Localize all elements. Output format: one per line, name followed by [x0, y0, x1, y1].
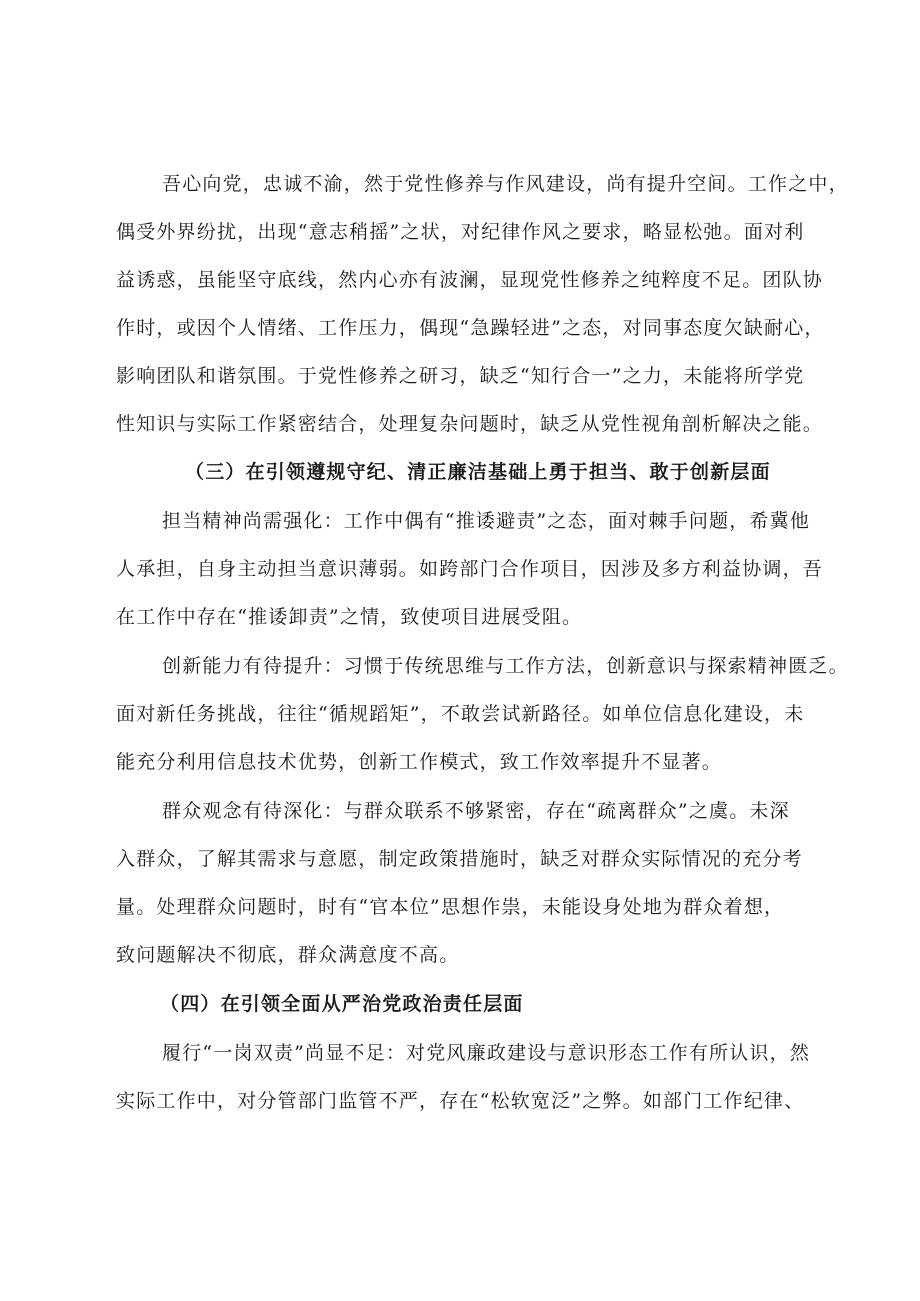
paragraph-5-line-1: 履行“一岗双责”尚显不足：对党风廉政建设与意识形态工作有所认识，然 — [162, 1042, 811, 1064]
section-heading-3: （三）在引领遵规守纪、清正廉洁基础上勇于担当、敢于创新层面 — [185, 461, 771, 483]
paragraph-3-line-3: 能充分利用信息技术优势，创新工作模式，致工作效率提升不显著。 — [116, 751, 723, 773]
paragraph-2-line-1: 担当精神尚需强化：工作中偶有“推诿避责”之态，面对棘手问题，希冀他 — [162, 510, 811, 532]
section-heading-4: （四）在引领全面从严治党政治责任层面 — [160, 993, 524, 1015]
paragraph-1-line-2: 偶受外界纷扰，出现“意志稍摇”之状，对纪律作风之要求，略显松弛。面对利 — [116, 221, 805, 243]
paragraph-1-line-4: 作时，或因个人情绪、工作压力，偶现“急躁轻进”之态，对同事态度欠缺耐心， — [116, 317, 825, 339]
paragraph-4-line-1: 群众观念有待深化：与群众联系不够紧密，存在“疏离群众”之虞。未深 — [162, 800, 790, 822]
paragraph-3-line-1: 创新能力有待提升：习惯于传统思维与工作方法，创新意识与探索精神匮乏。 — [162, 655, 849, 677]
paragraph-1-line-3: 益诱惑，虽能坚守底线，然内心亦有波澜，显现党性修养之纯粹度不足。团队协 — [116, 269, 824, 291]
paragraph-4-line-2: 入群众，了解其需求与意愿，制定政策措施时，缺乏对群众实际情况的充分考 — [116, 848, 803, 870]
paragraph-1-line-6: 性知识与实际工作紧密结合，处理复杂问题时，缺乏从党性视角剖析解决之能。 — [116, 413, 824, 435]
paragraph-3-line-2: 面对新任务挑战，往往“循规蹈矩”，不敢尝试新路径。如单位信息化建设，未 — [116, 703, 805, 725]
paragraph-1-line-1: 吾心向党，忠诚不渝，然于党性修养与作风建设，尚有提升空间。工作之中， — [162, 173, 849, 195]
paragraph-1-line-5: 影响团队和谐氛围。于党性修养之研习，缺乏“知行合一”之力，未能将所学党 — [116, 365, 805, 387]
paragraph-5-line-2: 实际工作中，对分管部门监管不严，存在“松软宽泛”之弊。如部门工作纪律、 — [116, 1090, 805, 1112]
paragraph-2-line-3: 在工作中存在“推诿卸责”之情，致使项目进展受阻。 — [116, 606, 583, 628]
paragraph-4-line-3: 量。处理群众问题时，时有“官本位”思想作祟，未能设身处地为群众着想， — [116, 896, 785, 918]
paragraph-2-line-2: 人承担，自身主动担当意识薄弱。如跨部门合作项目，因涉及多方利益协调，吾 — [116, 558, 824, 580]
paragraph-4-line-4: 致问题解决不彻底，群众满意度不高。 — [116, 944, 460, 966]
